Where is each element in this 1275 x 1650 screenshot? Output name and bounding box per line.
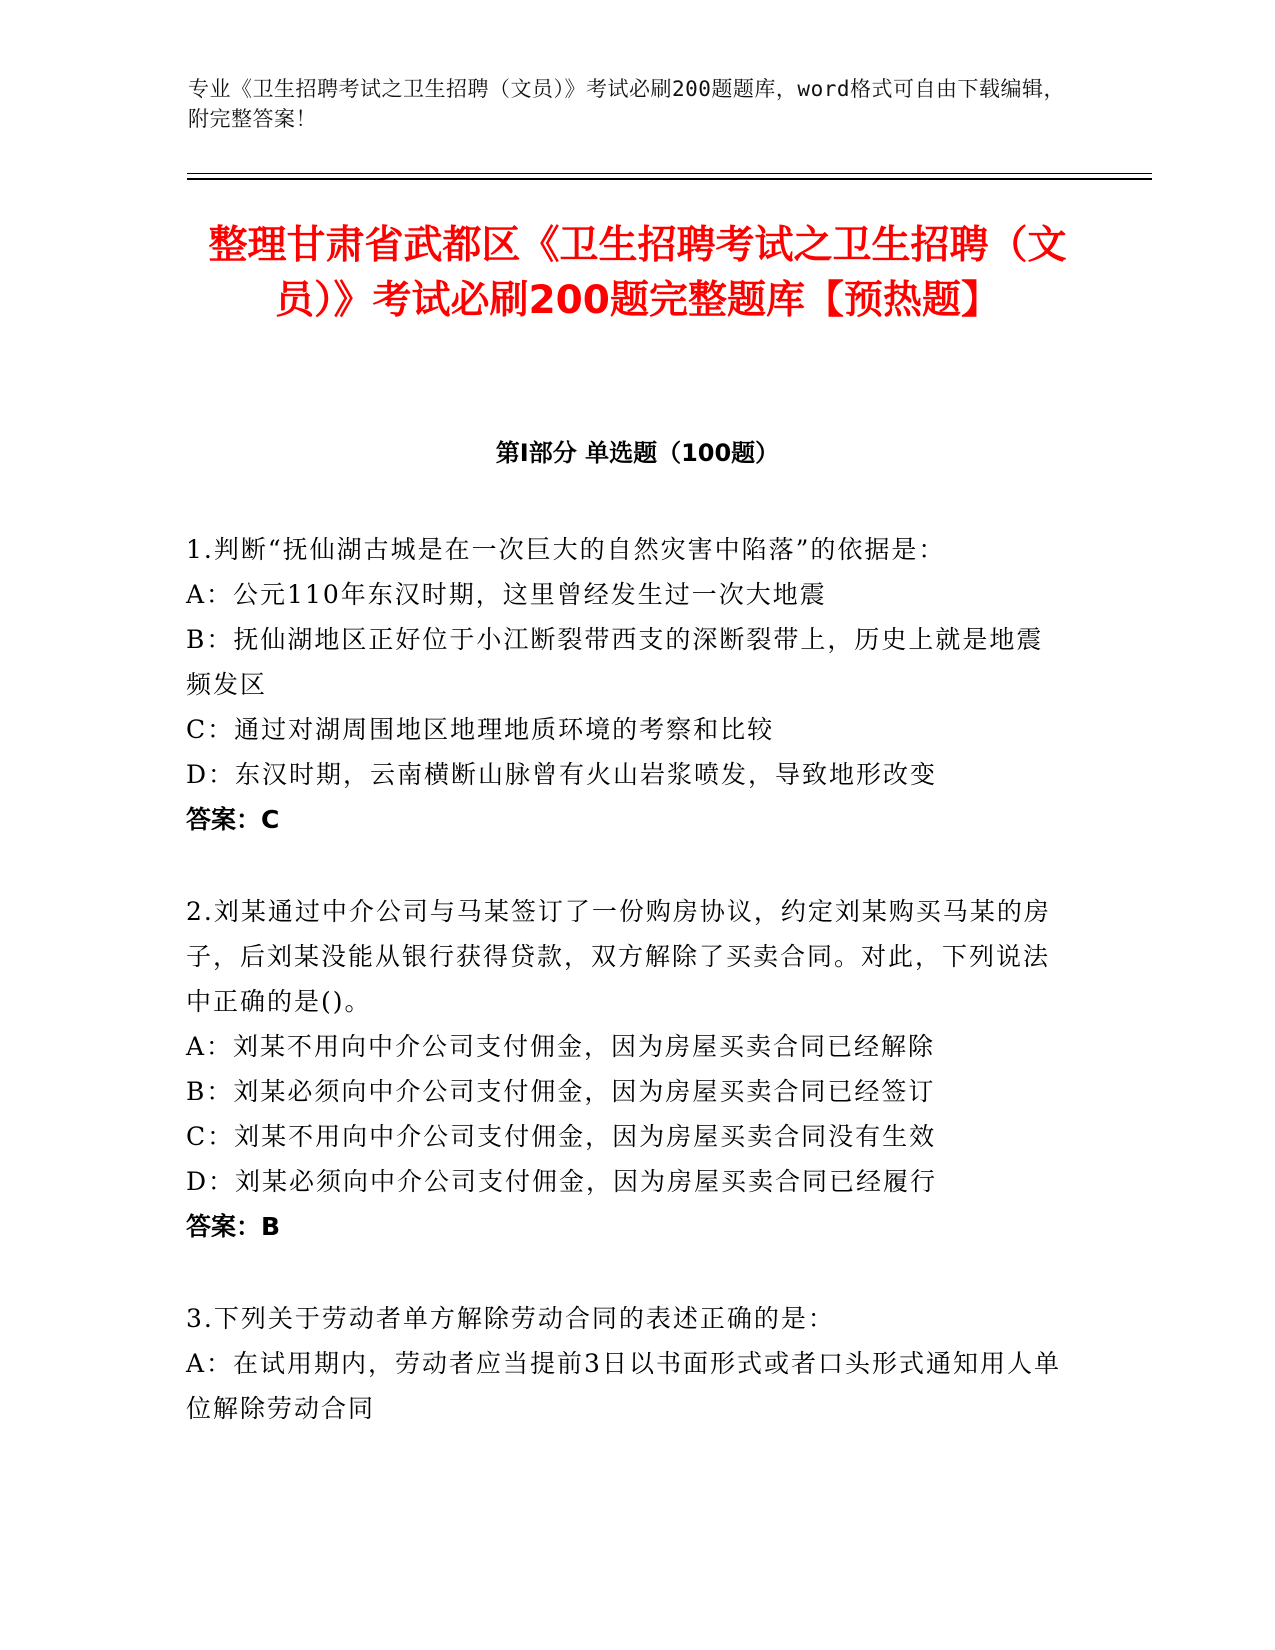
question-stem: 3.下列关于劳动者单方解除劳动合同的表述正确的是： (186, 1304, 835, 1333)
question-stem: 1.判断“抚仙湖古城是在一次巨大的自然灾害中陷落”的依据是： (186, 535, 946, 564)
option-b: B：刘某必须向中介公司支付佣金，因为房屋买卖合同已经签订 (186, 1077, 936, 1106)
option-a: A：公元110年东汉时期，这里曾经发生过一次大地震 (186, 580, 827, 609)
option-a: A：在试用期内，劳动者应当提前3日以书面形式或者口头形式通知用人单位解除劳动合同 (186, 1349, 1061, 1423)
question-3 (186, 1296, 1066, 1431)
option-d: D：刘某必须向中介公司支付佣金，因为房屋买卖合同已经履行 (186, 1167, 938, 1196)
option-c: C：通过对湖周围地区地理地质环境的考察和比较 (186, 715, 775, 744)
option-a: A：刘某不用向中介公司支付佣金，因为房屋买卖合同已经解除 (186, 1032, 936, 1061)
option-b: B：抚仙湖地区正好位于小江断裂带西支的深断裂带上，历史上就是地震频发区 (186, 625, 1044, 699)
header-note: 专业《卫生招聘考试之卫生招聘（文员）》考试必刷200题题库，word格式可自由下载编辑，附完整答案！ (188, 77, 1065, 131)
header-rule-thick (187, 178, 1152, 180)
answer-line: 答案：B (186, 1212, 281, 1241)
question-1 (186, 527, 1066, 842)
header-rule-thin (187, 173, 1152, 174)
question-2 (186, 889, 1066, 1249)
answer-line: 答案：C (186, 805, 280, 834)
question-stem: 2.刘某通过中介公司与马某签订了一份购房协议，约定刘某购买马某的房子，后刘某没能从银行获得贷款，双方解除了买卖合同。对此，下列说法中正确的是()。 (186, 897, 1051, 1016)
section-title: 第Ⅰ部分 单选题（100题） (495, 439, 780, 467)
option-c: C：刘某不用向中介公司支付佣金，因为房屋买卖合同没有生效 (186, 1122, 937, 1151)
question-list (186, 527, 1066, 1478)
option-d: D：东汉时期，云南横断山脉曾有火山岩浆喷发，导致地形改变 (186, 760, 938, 789)
document-title: 整理甘肃省武都区《卫生招聘考试之卫生招聘（文员）》考试必刷200题完整题库【预热题】 (208, 223, 1067, 323)
